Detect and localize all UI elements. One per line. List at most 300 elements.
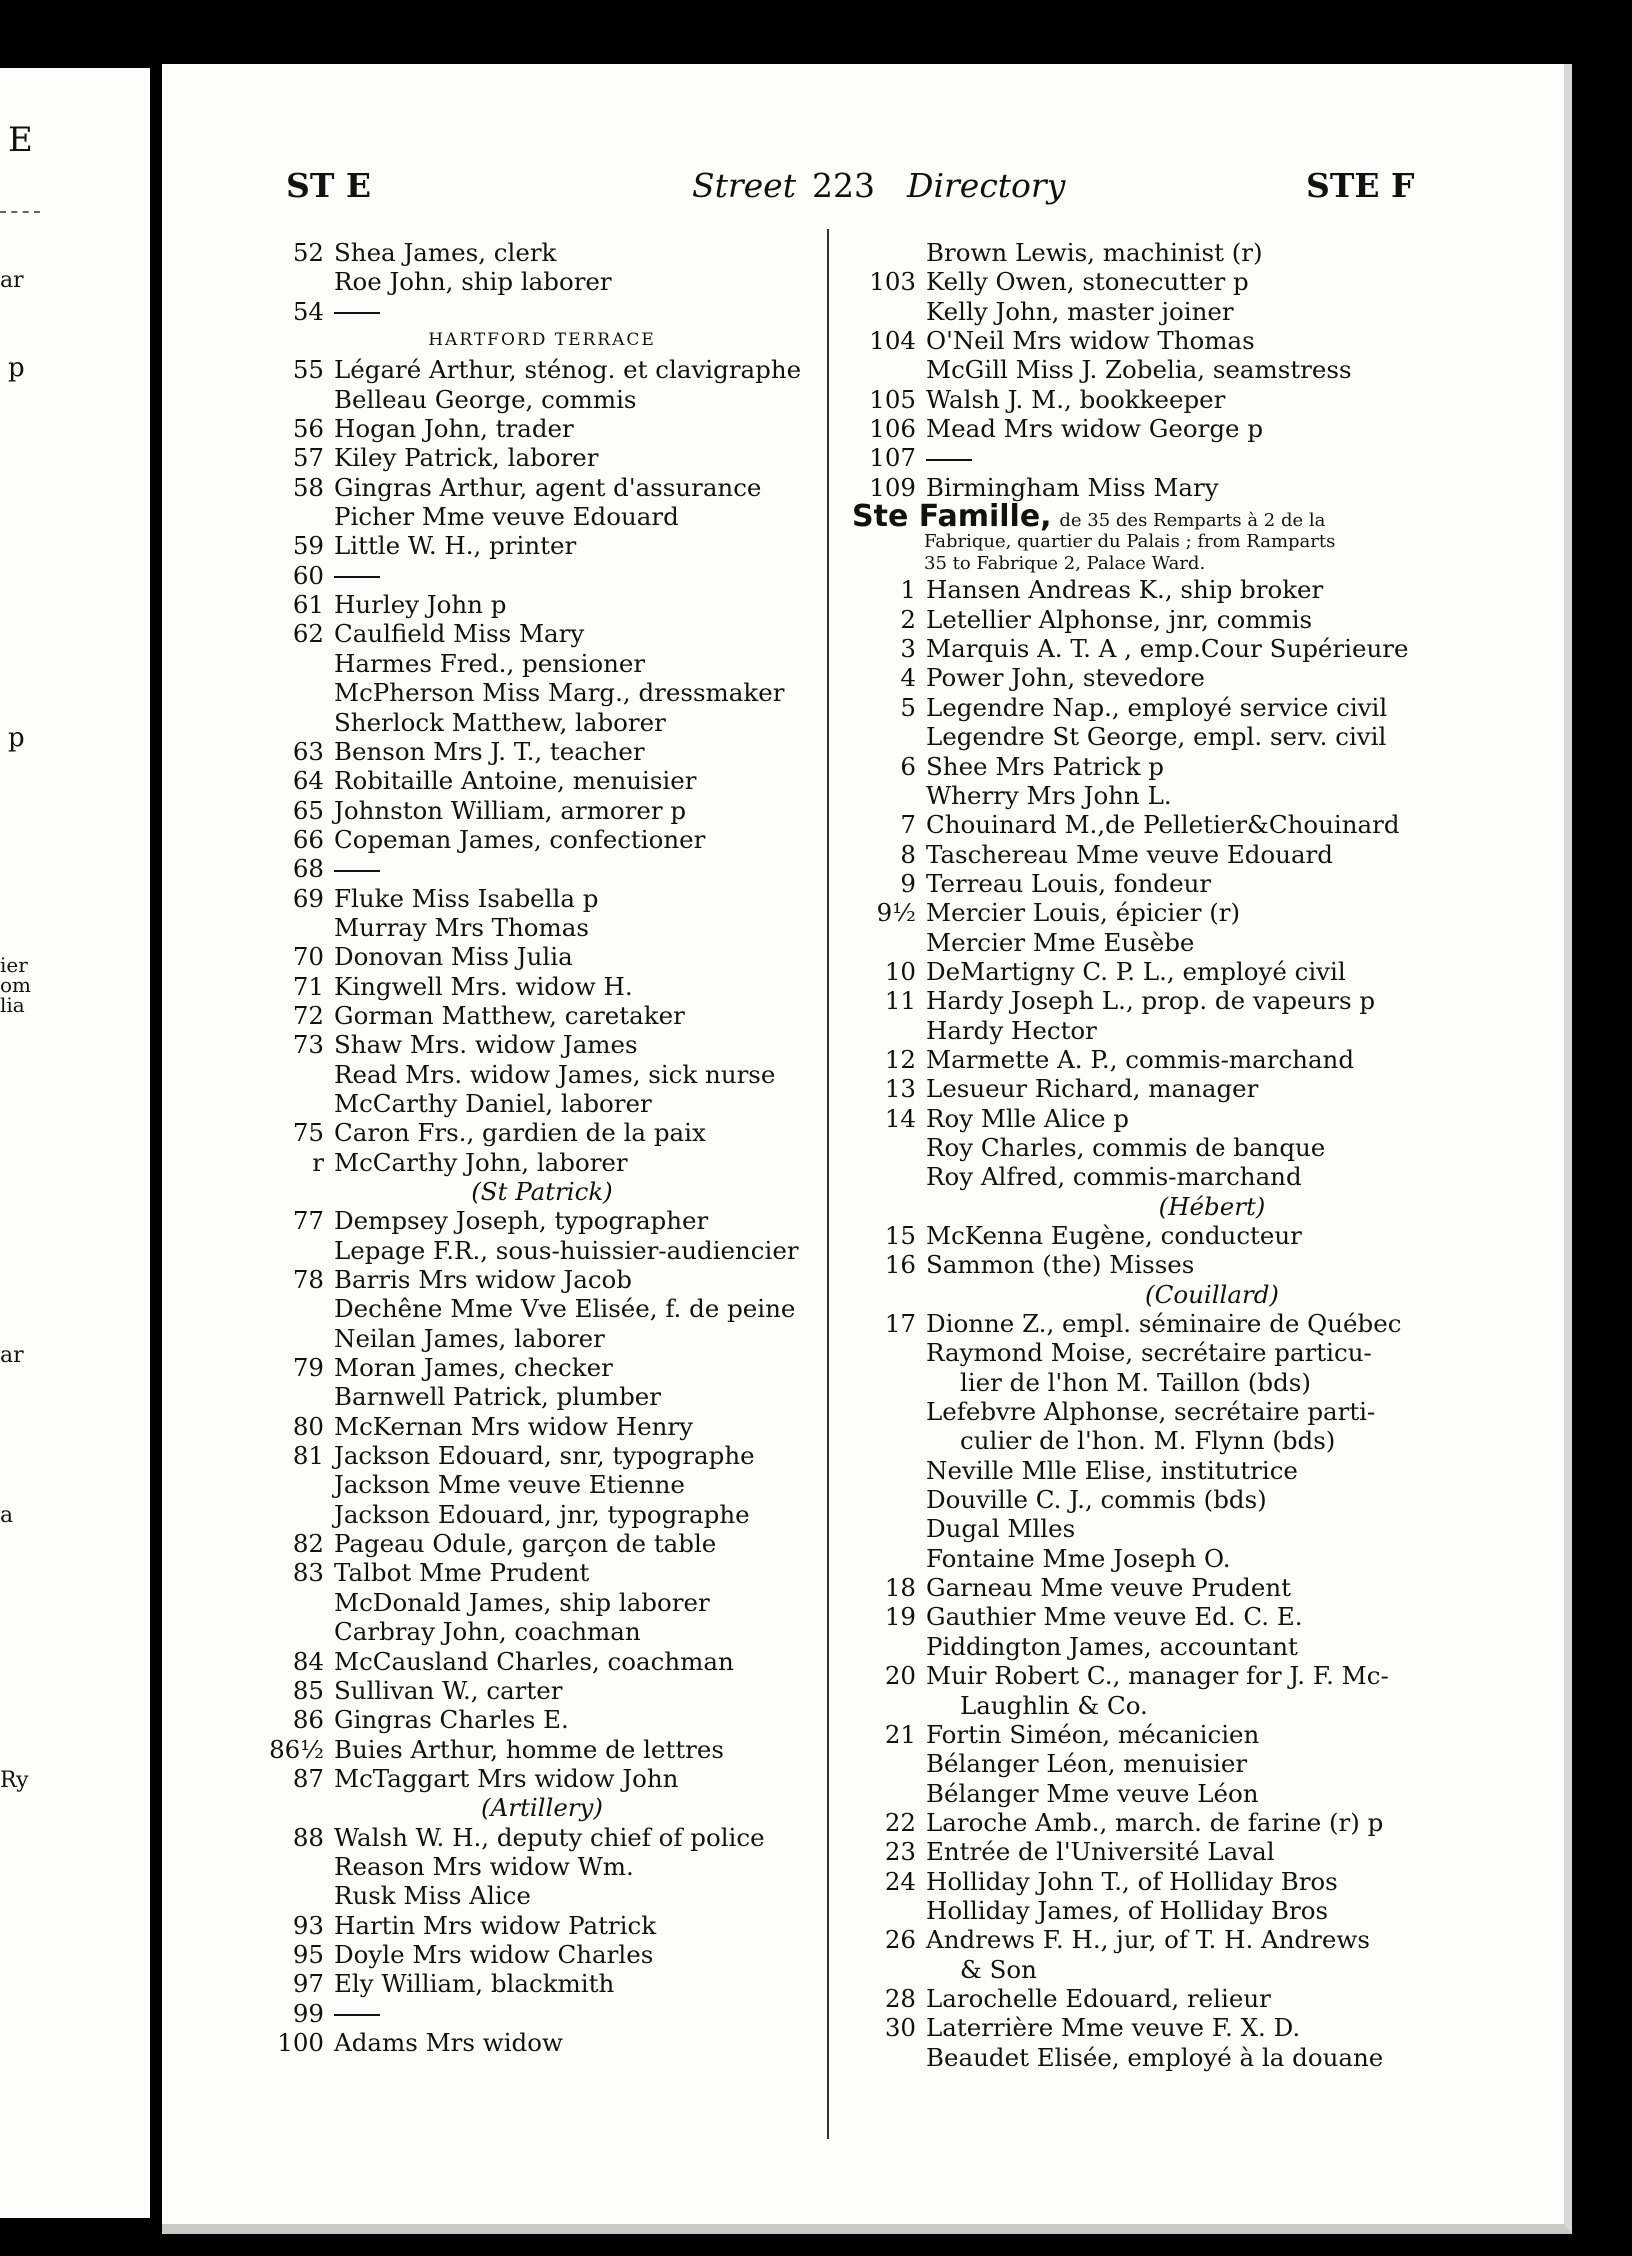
directory-entry bbox=[262, 1030, 822, 1059]
resident-entry: Andrews F. H., jur, of T. H. Andrews bbox=[926, 1925, 1370, 1955]
cross-street-label: (Hébert) bbox=[1158, 1191, 1266, 1221]
resident-entry: Roy Alfred, commis-marchand bbox=[926, 1162, 1302, 1192]
resident-entry: Lesueur Richard, manager bbox=[926, 1074, 1259, 1104]
resident-entry: Hogan John, trader bbox=[334, 414, 574, 444]
resident-entry: Neilan James, laborer bbox=[334, 1323, 605, 1353]
directory-entry bbox=[262, 1148, 822, 1177]
directory-entry bbox=[262, 1060, 822, 1089]
street-heading bbox=[852, 499, 1572, 535]
house-number: 62 bbox=[292, 619, 324, 649]
house-number: 107 bbox=[869, 443, 916, 473]
house-number: 80 bbox=[292, 1411, 324, 1441]
directory-entry bbox=[852, 1837, 1572, 1866]
running-head-left: ST E bbox=[286, 166, 372, 205]
house-number: 23 bbox=[884, 1837, 916, 1867]
directory-entry bbox=[262, 1911, 822, 1940]
resident-entry: Piddington James, accountant bbox=[926, 1631, 1298, 1661]
resident-entry: Doyle Mrs widow Charles bbox=[334, 1939, 654, 1969]
directory-entry bbox=[262, 1500, 822, 1529]
resident-entry: McDonald James, ship laborer bbox=[334, 1587, 710, 1617]
directory-entry bbox=[262, 1735, 822, 1764]
directory-entry bbox=[852, 326, 1572, 355]
directory-entry bbox=[852, 267, 1572, 296]
resident-entry: Moran James, checker bbox=[334, 1353, 613, 1383]
resident-entry: McCarthy Daniel, laborer bbox=[334, 1088, 652, 1118]
resident-entry: Robitaille Antoine, menuisier bbox=[334, 766, 697, 796]
cross-street-label: (Couillard) bbox=[1145, 1279, 1279, 1309]
directory-entry bbox=[852, 1485, 1572, 1514]
directory-entry bbox=[852, 1162, 1572, 1191]
left-page-fragment: E bbox=[8, 120, 33, 160]
vacant-dash bbox=[926, 459, 972, 461]
house-number: 11 bbox=[884, 986, 916, 1016]
resident-entry: Dionne Z., empl. séminaire de Québec bbox=[926, 1309, 1402, 1339]
resident-entry: Taschereau Mme veuve Edouard bbox=[926, 839, 1333, 869]
resident-entry: Marquis A. T. A , emp.Cour Supérieure bbox=[926, 634, 1409, 664]
directory-entry bbox=[852, 1426, 1572, 1455]
street-name: Ste Famille, bbox=[852, 499, 1052, 535]
house-number: 26 bbox=[884, 1925, 916, 1955]
running-head-directory: Directory bbox=[907, 166, 1066, 205]
directory-entry bbox=[262, 1617, 822, 1646]
directory-entry bbox=[262, 1529, 822, 1558]
resident-entry: McTaggart Mrs widow John bbox=[334, 1763, 679, 1793]
house-number: 72 bbox=[292, 1000, 324, 1030]
house-number: 82 bbox=[292, 1529, 324, 1559]
house-number: 14 bbox=[884, 1103, 916, 1133]
directory-entry bbox=[852, 810, 1572, 839]
directory-entry bbox=[262, 708, 822, 737]
directory-entry bbox=[852, 443, 1572, 472]
house-number: 86 bbox=[292, 1705, 324, 1735]
directory-entry bbox=[262, 1969, 822, 1998]
directory-page bbox=[162, 64, 1572, 2234]
left-page-edge bbox=[0, 68, 150, 2218]
house-number: 78 bbox=[292, 1265, 324, 1295]
house-number: 85 bbox=[292, 1675, 324, 1705]
directory-entry bbox=[852, 414, 1572, 443]
left-page-fragment: Ry bbox=[0, 1768, 29, 1793]
house-number: 75 bbox=[292, 1118, 324, 1148]
resident-entry: Rusk Miss Alice bbox=[334, 1881, 531, 1911]
running-head bbox=[162, 64, 1564, 204]
house-number: 20 bbox=[884, 1661, 916, 1691]
resident-entry: Mead Mrs widow George p bbox=[926, 414, 1264, 444]
left-page-rule bbox=[0, 211, 40, 213]
house-number: 83 bbox=[292, 1558, 324, 1588]
directory-entry bbox=[262, 649, 822, 678]
resident-entry: Laterrière Mme veuve F. X. D. bbox=[926, 2013, 1301, 2043]
directory-entry bbox=[262, 854, 822, 883]
house-number: 104 bbox=[869, 326, 916, 356]
directory-entry bbox=[852, 1896, 1572, 1925]
resident-entry: Hartin Mrs widow Patrick bbox=[334, 1910, 657, 1940]
house-number: 93 bbox=[292, 1910, 324, 1940]
directory-entry bbox=[262, 1764, 822, 1793]
resident-entry: Muir Robert C., manager for J. F. Mc- bbox=[926, 1661, 1389, 1691]
resident-entry: Gorman Matthew, caretaker bbox=[334, 1000, 685, 1030]
house-number: 21 bbox=[884, 1719, 916, 1749]
resident-entry: Gingras Charles E. bbox=[334, 1705, 569, 1735]
street-description-line: 35 to Fabrique 2, Palace Ward. bbox=[924, 553, 1206, 575]
directory-entry bbox=[262, 1881, 822, 1910]
resident-entry: Caron Frs., gardien de la paix bbox=[334, 1118, 706, 1148]
left-page-fragment: om bbox=[0, 973, 32, 997]
resident-entry: Garneau Mme veuve Prudent bbox=[926, 1573, 1291, 1603]
directory-entry bbox=[852, 2013, 1572, 2042]
directory-entry bbox=[262, 1647, 822, 1676]
directory-entry bbox=[262, 825, 822, 854]
directory-entry bbox=[262, 2028, 822, 2057]
resident-entry: Shea James, clerk bbox=[334, 238, 557, 267]
resident-entry: Barnwell Patrick, plumber bbox=[334, 1382, 661, 1412]
directory-entry bbox=[852, 1661, 1572, 1690]
resident-entry: Roy Mlle Alice p bbox=[926, 1103, 1129, 1133]
house-number: 57 bbox=[292, 443, 324, 473]
directory-entry bbox=[852, 1456, 1572, 1485]
directory-entry bbox=[262, 678, 822, 707]
house-number: 71 bbox=[292, 971, 324, 1001]
directory-entry bbox=[262, 1470, 822, 1499]
directory-entry bbox=[262, 1852, 822, 1881]
house-number: 69 bbox=[292, 883, 324, 913]
directory-entry bbox=[262, 1999, 822, 2028]
resident-entry: Benson Mrs J. T., teacher bbox=[334, 736, 645, 766]
house-number: 60 bbox=[292, 560, 324, 590]
resident-entry: Gingras Arthur, agent d'assurance bbox=[334, 472, 762, 502]
resident-entry: Sherlock Matthew, laborer bbox=[334, 707, 666, 737]
resident-entry: Mercier Louis, épicier (r) bbox=[926, 898, 1241, 928]
directory-entry bbox=[262, 1705, 822, 1734]
directory-entry bbox=[262, 590, 822, 619]
house-number: 99 bbox=[292, 1998, 324, 2028]
house-number: 81 bbox=[292, 1441, 324, 1471]
house-number: 22 bbox=[884, 1807, 916, 1837]
directory-entry bbox=[852, 869, 1572, 898]
column-divider bbox=[827, 229, 829, 2139]
cross-street-label: (Artillery) bbox=[481, 1793, 603, 1823]
resident-entry: Hardy Joseph L., prop. de vapeurs p bbox=[926, 986, 1376, 1016]
house-number: 65 bbox=[292, 795, 324, 825]
directory-entry bbox=[852, 1691, 1572, 1720]
house-number: 7 bbox=[900, 810, 916, 840]
house-number: 30 bbox=[884, 2013, 916, 2043]
directory-entry bbox=[852, 840, 1572, 869]
directory-entry bbox=[262, 1294, 822, 1323]
resident-entry: Roe John, ship laborer bbox=[334, 267, 612, 297]
directory-entry bbox=[852, 1955, 1572, 1984]
resident-entry: Johnston William, armorer p bbox=[334, 795, 687, 825]
resident-entry: Holliday James, of Holliday Bros bbox=[926, 1895, 1329, 1925]
resident-entry: Walsh J. M., bookkeeper bbox=[926, 384, 1226, 414]
resident-entry: Terreau Louis, fondeur bbox=[926, 868, 1212, 898]
resident-entry: Beaudet Elisée, employé à la douane bbox=[926, 2042, 1384, 2072]
directory-entry bbox=[262, 942, 822, 971]
directory-entry bbox=[852, 2043, 1572, 2072]
page-number: 223 bbox=[812, 166, 875, 205]
directory-entry bbox=[262, 619, 822, 648]
vacant-dash bbox=[334, 870, 380, 872]
resident-entry: McCausland Charles, coachman bbox=[334, 1646, 734, 1676]
resident-entry: Lepage F.R., sous-huissier-audiencier bbox=[334, 1235, 799, 1265]
resident-entry: Birmingham Miss Mary bbox=[926, 472, 1219, 502]
left-page-fragment: ar bbox=[0, 268, 24, 293]
resident-entry: Raymond Moise, secrétaire particu- bbox=[926, 1338, 1372, 1368]
house-number: 24 bbox=[884, 1866, 916, 1896]
directory-entry bbox=[262, 796, 822, 825]
house-number: 52 bbox=[292, 238, 324, 267]
directory-entry bbox=[852, 1867, 1572, 1896]
directory-entry bbox=[852, 1338, 1572, 1367]
house-number: 6 bbox=[900, 751, 916, 781]
directory-entry bbox=[262, 473, 822, 502]
directory-entry bbox=[852, 1133, 1572, 1162]
resident-entry: Dempsey Joseph, typographer bbox=[334, 1206, 709, 1236]
directory-entry bbox=[852, 722, 1572, 751]
resident-entry: Reason Mrs widow Wm. bbox=[334, 1851, 634, 1881]
left-page-fragment: ier bbox=[0, 953, 28, 977]
house-number: 18 bbox=[884, 1573, 916, 1603]
resident-entry: Pageau Odule, garçon de table bbox=[334, 1529, 717, 1559]
house-number: 15 bbox=[884, 1221, 916, 1250]
resident-entry: Carbray John, coachman bbox=[334, 1617, 641, 1647]
resident-entry: Read Mrs. widow James, sick nurse bbox=[334, 1059, 776, 1089]
house-number: r bbox=[312, 1147, 324, 1177]
resident-entry: McKenna Eugène, conducteur bbox=[926, 1221, 1302, 1250]
resident-entry: Buies Arthur, homme de lettres bbox=[334, 1734, 724, 1764]
directory-entry bbox=[852, 928, 1572, 957]
resident-entry: Douville C. J., commis (bds) bbox=[926, 1485, 1267, 1515]
house-number: 64 bbox=[292, 766, 324, 796]
directory-entry bbox=[852, 473, 1572, 502]
directory-entry bbox=[262, 297, 822, 326]
directory-entry bbox=[852, 605, 1572, 634]
house-number: 4 bbox=[900, 663, 916, 693]
directory-entry bbox=[852, 752, 1572, 781]
resident-entry: Mercier Mme Eusèbe bbox=[926, 927, 1195, 957]
directory-entry bbox=[262, 1236, 822, 1265]
resident-entry: Marmette A. P., commis-marchand bbox=[926, 1044, 1355, 1074]
running-head-right: STE F bbox=[1306, 166, 1415, 205]
resident-entry: Fortin Siméon, mécanicien bbox=[926, 1719, 1260, 1749]
house-number: 70 bbox=[292, 942, 324, 972]
resident-entry: McKernan Mrs widow Henry bbox=[334, 1411, 693, 1441]
house-number: 55 bbox=[292, 355, 324, 385]
house-number: 87 bbox=[292, 1763, 324, 1793]
directory-entry bbox=[852, 1074, 1572, 1103]
house-number: 97 bbox=[292, 1969, 324, 1999]
directory-entry bbox=[852, 1397, 1572, 1426]
resident-entry: Bélanger Léon, menuisier bbox=[926, 1749, 1248, 1779]
directory-entry bbox=[262, 1265, 822, 1294]
directory-entry bbox=[852, 1602, 1572, 1631]
resident-entry: Hurley John p bbox=[334, 590, 507, 620]
house-number: 68 bbox=[292, 854, 324, 884]
resident-entry: Hardy Hector bbox=[926, 1015, 1097, 1045]
left-column bbox=[262, 238, 822, 2057]
directory-entry bbox=[852, 385, 1572, 414]
house-number: 88 bbox=[292, 1822, 324, 1852]
resident-entry: lier de l'hon M. Taillon (bds) bbox=[960, 1367, 1311, 1397]
house-number: 106 bbox=[869, 414, 916, 444]
directory-entry bbox=[262, 766, 822, 795]
right-column bbox=[852, 238, 1572, 2072]
resident-entry: culier de l'hon. M. Flynn (bds) bbox=[960, 1426, 1336, 1456]
directory-entry bbox=[852, 634, 1572, 663]
resident-entry: Bélanger Mme veuve Léon bbox=[926, 1778, 1259, 1808]
directory-entry bbox=[262, 1324, 822, 1353]
running-head-street: Street bbox=[692, 166, 796, 205]
directory-entry bbox=[852, 238, 1572, 267]
vacant-dash bbox=[334, 2014, 380, 2016]
resident-entry: Sullivan W., carter bbox=[334, 1675, 563, 1705]
resident-entry: Entrée de l'Université Laval bbox=[926, 1837, 1275, 1867]
house-number: 28 bbox=[884, 1983, 916, 2013]
directory-entry bbox=[262, 414, 822, 443]
resident-entry: Jackson Mme veuve Etienne bbox=[334, 1470, 685, 1500]
house-number: 84 bbox=[292, 1646, 324, 1676]
house-number: 16 bbox=[884, 1250, 916, 1280]
house-number: 73 bbox=[292, 1030, 324, 1060]
house-number: 100 bbox=[277, 2027, 324, 2057]
directory-entry bbox=[852, 898, 1572, 927]
resident-entry: Kiley Patrick, laborer bbox=[334, 443, 599, 473]
directory-entry bbox=[262, 531, 822, 560]
resident-entry: Power John, stevedore bbox=[926, 663, 1205, 693]
house-number: 8 bbox=[900, 839, 916, 869]
resident-entry: Kelly John, master joiner bbox=[926, 296, 1234, 326]
directory-entry bbox=[262, 1412, 822, 1441]
resident-entry: Harmes Fred., pensioner bbox=[334, 648, 646, 678]
house-number: 13 bbox=[884, 1074, 916, 1104]
vacant-dash bbox=[334, 312, 380, 314]
resident-entry: McCarthy John, laborer bbox=[334, 1147, 628, 1177]
directory-entry bbox=[852, 781, 1572, 810]
resident-entry: McPherson Miss Marg., dressmaker bbox=[334, 678, 785, 708]
resident-entry: Picher Mme veuve Edouard bbox=[334, 502, 679, 532]
resident-entry: Fluke Miss Isabella p bbox=[334, 883, 599, 913]
house-number: 77 bbox=[292, 1206, 324, 1236]
resident-entry: Shee Mrs Patrick p bbox=[926, 751, 1164, 781]
resident-entry: Caulfield Miss Mary bbox=[334, 619, 585, 649]
left-page-fragment: ar bbox=[0, 1343, 24, 1368]
directory-entry bbox=[262, 1001, 822, 1030]
vacant-dash bbox=[334, 576, 380, 578]
directory-entry bbox=[852, 355, 1572, 384]
resident-entry: Wherry Mrs John L. bbox=[926, 780, 1172, 810]
resident-entry: Donovan Miss Julia bbox=[334, 942, 573, 972]
house-number: 61 bbox=[292, 590, 324, 620]
directory-entry bbox=[852, 297, 1572, 326]
resident-entry: Laroche Amb., march. de farine (r) p bbox=[926, 1807, 1384, 1837]
directory-entry bbox=[262, 1206, 822, 1235]
resident-entry: Ely William, blackmith bbox=[334, 1969, 615, 1999]
house-number: 19 bbox=[884, 1602, 916, 1632]
resident-entry: Dechêne Mme Vve Elisée, f. de peine bbox=[334, 1294, 796, 1324]
house-number: 5 bbox=[900, 692, 916, 722]
directory-entry bbox=[262, 385, 822, 414]
directory-entry bbox=[852, 1749, 1572, 1778]
directory-entry bbox=[852, 1221, 1572, 1250]
resident-entry: Gauthier Mme veuve Ed. C. E. bbox=[926, 1602, 1303, 1632]
resident-entry: Hansen Andreas K., ship broker bbox=[926, 575, 1324, 605]
house-number: 10 bbox=[884, 956, 916, 986]
directory-entry bbox=[852, 1045, 1572, 1074]
house-number: 12 bbox=[884, 1044, 916, 1074]
directory-entry bbox=[852, 957, 1572, 986]
street-description-line: Fabrique, quartier du Palais ; from Ramparts bbox=[924, 531, 1336, 553]
directory-entry bbox=[852, 1309, 1572, 1338]
house-number: 63 bbox=[292, 736, 324, 766]
directory-entry bbox=[852, 1984, 1572, 2013]
directory-entry bbox=[262, 267, 822, 296]
directory-entry bbox=[852, 575, 1572, 604]
resident-entry: Kingwell Mrs. widow H. bbox=[334, 971, 633, 1001]
directory-entry bbox=[262, 1558, 822, 1587]
directory-entry bbox=[852, 1720, 1572, 1749]
resident-entry: Adams Mrs widow bbox=[334, 2027, 563, 2057]
directory-entry bbox=[262, 1353, 822, 1382]
house-number: 9 bbox=[900, 868, 916, 898]
cross-street-label: (St Patrick) bbox=[471, 1177, 613, 1206]
resident-entry: Kelly Owen, stonecutter p bbox=[926, 267, 1249, 297]
resident-entry: Neville Mlle Elise, institutrice bbox=[926, 1455, 1298, 1485]
house-number: 103 bbox=[869, 267, 916, 297]
resident-entry: Holliday John T., of Holliday Bros bbox=[926, 1866, 1338, 1896]
directory-entry bbox=[262, 1823, 822, 1852]
directory-entry bbox=[852, 1250, 1572, 1279]
resident-entry: Lefebvre Alphonse, secrétaire parti- bbox=[926, 1397, 1376, 1427]
house-number: 54 bbox=[292, 296, 324, 326]
house-number: 86½ bbox=[269, 1734, 324, 1764]
house-number: 59 bbox=[292, 531, 324, 561]
directory-entry bbox=[262, 884, 822, 913]
directory-entry bbox=[852, 1368, 1572, 1397]
house-number: 2 bbox=[900, 604, 916, 634]
house-number: 79 bbox=[292, 1353, 324, 1383]
resident-entry: Walsh W. H., deputy chief of police bbox=[334, 1822, 765, 1852]
resident-entry: Talbot Mme Prudent bbox=[334, 1558, 590, 1588]
directory-entry bbox=[262, 1588, 822, 1617]
directory-entry bbox=[852, 1632, 1572, 1661]
resident-entry: Copeman James, confectioner bbox=[334, 824, 706, 854]
resident-entry: Légaré Arthur, sténog. et clavigraphe bbox=[334, 355, 802, 385]
directory-entry bbox=[852, 1104, 1572, 1133]
resident-entry: Larochelle Edouard, relieur bbox=[926, 1983, 1271, 2013]
house-number: 109 bbox=[869, 472, 916, 502]
directory-entry bbox=[262, 913, 822, 942]
street-description: de 35 des Remparts à 2 de la bbox=[1059, 510, 1326, 532]
resident-entry: Murray Mrs Thomas bbox=[334, 912, 589, 942]
resident-entry: & Son bbox=[960, 1954, 1037, 1984]
directory-entry bbox=[852, 1016, 1572, 1045]
resident-entry: Jackson Edouard, snr, typographe bbox=[334, 1441, 755, 1471]
directory-entry bbox=[262, 561, 822, 590]
directory-entry bbox=[262, 238, 822, 267]
directory-entry bbox=[262, 1089, 822, 1118]
directory-entry bbox=[852, 1808, 1572, 1837]
directory-entry bbox=[262, 1382, 822, 1411]
house-number: 17 bbox=[884, 1309, 916, 1339]
resident-entry: Sammon (the) Misses bbox=[926, 1250, 1195, 1280]
house-number: 1 bbox=[900, 575, 916, 605]
resident-entry: Little W. H., printer bbox=[334, 531, 577, 561]
left-page-fragment: p bbox=[8, 723, 25, 753]
left-page-fragment: a bbox=[0, 1503, 14, 1528]
directory-entry bbox=[262, 1676, 822, 1705]
resident-entry: DeMartigny C. P. L., employé civil bbox=[926, 956, 1346, 986]
house-number: 66 bbox=[292, 824, 324, 854]
